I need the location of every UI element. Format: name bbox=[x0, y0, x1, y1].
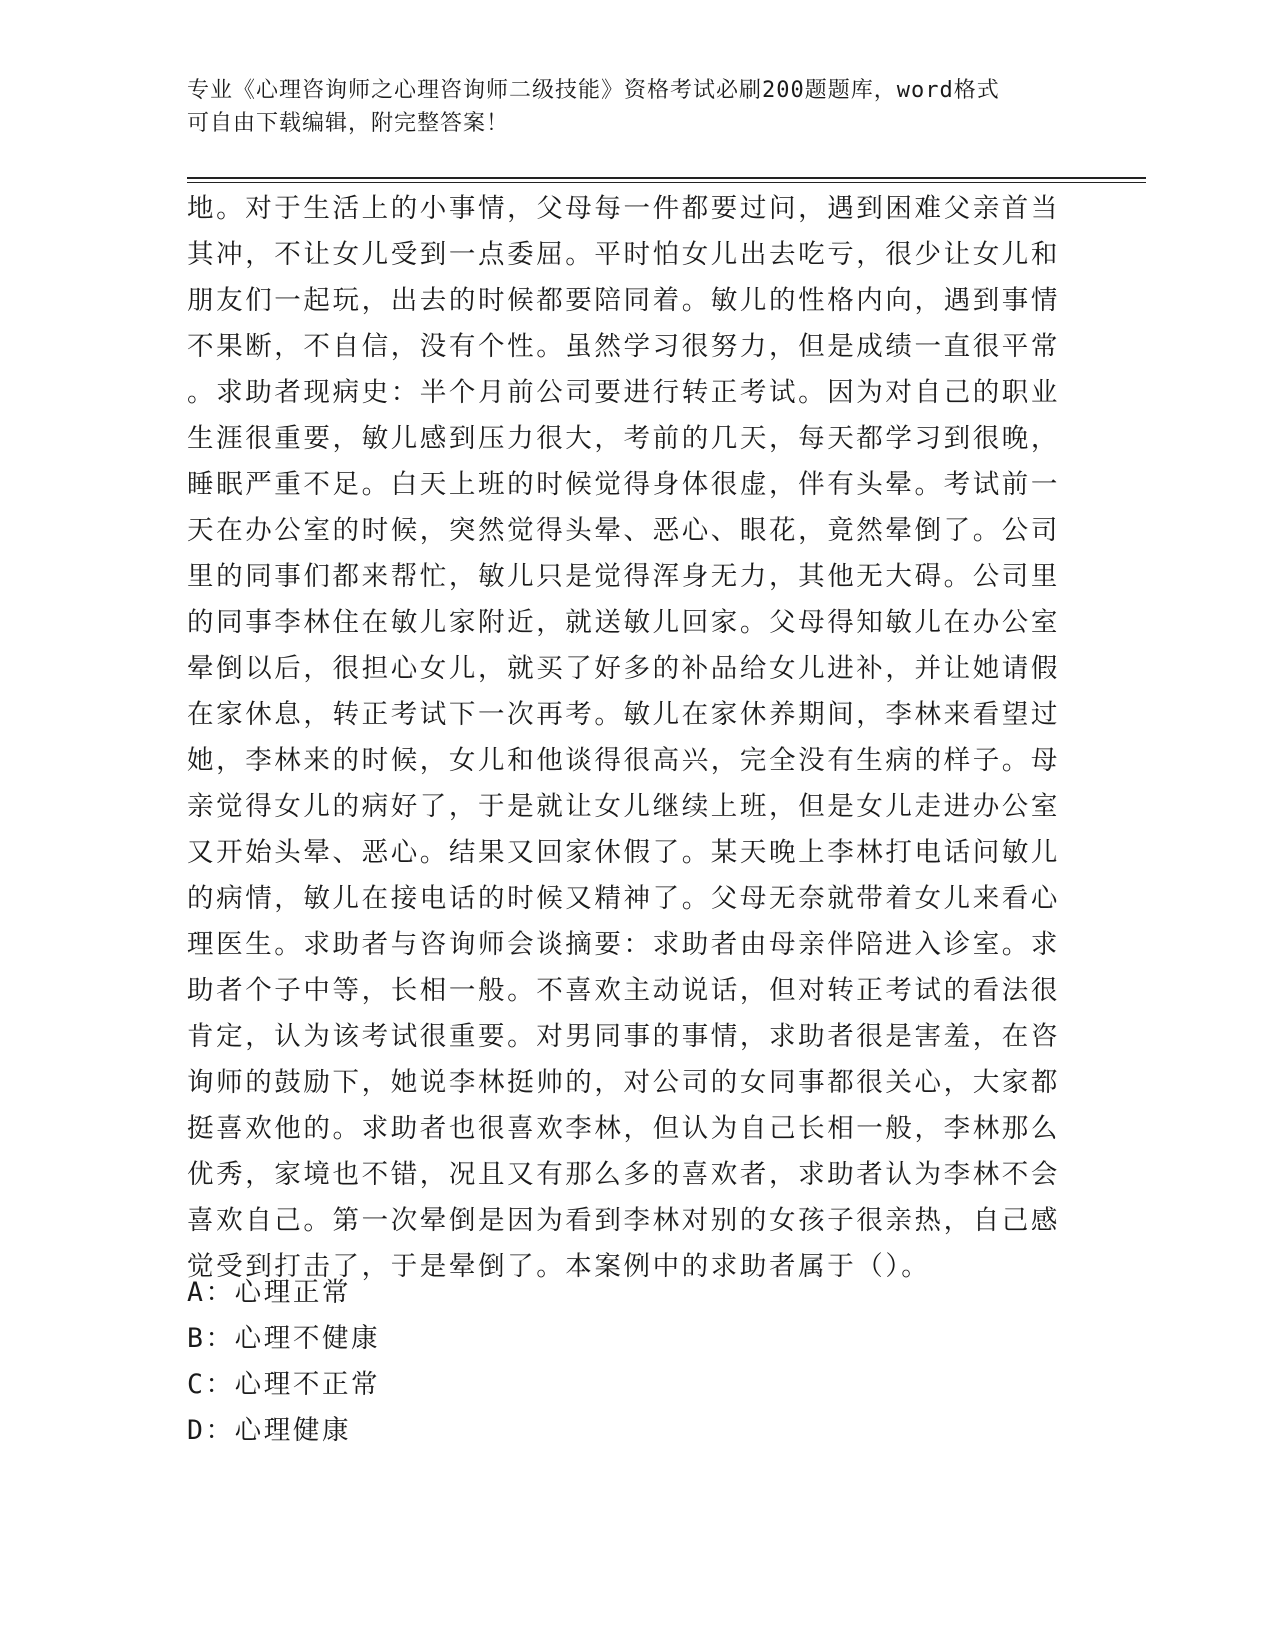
text-line: 晕倒以后，很担心女儿，就买了好多的补品给女儿进补，并让她请假 bbox=[187, 653, 1060, 684]
text-line: 里的同事们都来帮忙，敏儿只是觉得浑身无力，其他无大碍。公司里 bbox=[187, 561, 1060, 592]
header-rule-thick bbox=[187, 177, 1146, 179]
option-b: B：心理不健康 bbox=[187, 1323, 381, 1354]
option-c: C：心理不正常 bbox=[187, 1369, 381, 1400]
text-line: 助者个子中等，长相一般。不喜欢主动说话，但对转正考试的看法很 bbox=[187, 975, 1060, 1006]
text-line: 地。对于生活上的小事情，父母每一件都要过问，遇到困难父亲首当 bbox=[187, 193, 1060, 224]
text-line: 觉受到打击了，于是晕倒了。本案例中的求助者属于（）。 bbox=[187, 1251, 931, 1282]
text-line: 的病情，敏儿在接电话的时候又精神了。父母无奈就带着女儿来看心 bbox=[187, 883, 1060, 914]
header-line: 专业《心理咨询师之心理咨询师二级技能》资格考试必刷200题题库，word格式 bbox=[187, 78, 1000, 103]
text-line: 的同事李林住在敏儿家附近，就送敏儿回家。父母得知敏儿在办公室 bbox=[187, 607, 1060, 638]
text-line: 她，李林来的时候，女儿和他谈得很高兴，完全没有生病的样子。母 bbox=[187, 745, 1060, 776]
text-line: 理医生。求助者与咨询师会谈摘要：求助者由母亲伴陪进入诊室。求 bbox=[187, 929, 1060, 960]
text-line: 优秀，家境也不错，况且又有那么多的喜欢者，求助者认为李林不会 bbox=[187, 1159, 1060, 1190]
header-line: 可自由下载编辑，附完整答案！ bbox=[187, 111, 510, 136]
text-line: 不果断，不自信，没有个性。虽然学习很努力，但是成绩一直很平常 bbox=[187, 331, 1060, 362]
text-line: 又开始头晕、恶心。结果又回家休假了。某天晚上李林打电话问敏儿 bbox=[187, 837, 1060, 868]
text-line: 天在办公室的时候，突然觉得头晕、恶心、眼花，竟然晕倒了。公司 bbox=[187, 515, 1060, 546]
question-text bbox=[187, 186, 1087, 1290]
text-line: 挺喜欢他的。求助者也很喜欢李林，但认为自己长相一般，李林那么 bbox=[187, 1113, 1060, 1144]
text-line: 肯定，认为该考试很重要。对男同事的事情，求助者很是害羞，在咨 bbox=[187, 1021, 1060, 1052]
text-line: 喜欢自己。第一次晕倒是因为看到李林对别的女孩子很亲热，自己感 bbox=[187, 1205, 1060, 1236]
text-line: 朋友们一起玩，出去的时候都要陪同着。敏儿的性格内向，遇到事情 bbox=[187, 285, 1060, 316]
text-line: 。求助者现病史：半个月前公司要进行转正考试。因为对自己的职业 bbox=[187, 377, 1060, 408]
text-line: 生涯很重要，敏儿感到压力很大，考前的几天，每天都学习到很晚， bbox=[187, 423, 1060, 454]
option-a: A：心理正常 bbox=[187, 1277, 352, 1308]
text-line: 其冲，不让女儿受到一点委屈。平时怕女儿出去吃亏，很少让女儿和 bbox=[187, 239, 1060, 270]
text-line: 询师的鼓励下，她说李林挺帅的，对公司的女同事都很关心，大家都 bbox=[187, 1067, 1060, 1098]
header-rule-thin bbox=[187, 182, 1146, 183]
text-line: 亲觉得女儿的病好了，于是就让女儿继续上班，但是女儿走进办公室 bbox=[187, 791, 1060, 822]
text-line: 睡眠严重不足。白天上班的时候觉得身体很虚，伴有头晕。考试前一 bbox=[187, 469, 1060, 500]
page-header bbox=[187, 74, 1067, 140]
answer-options bbox=[187, 1270, 380, 1454]
text-line: 在家休息，转正考试下一次再考。敏儿在家休养期间，李林来看望过 bbox=[187, 699, 1060, 730]
option-d: D：心理健康 bbox=[187, 1415, 352, 1446]
